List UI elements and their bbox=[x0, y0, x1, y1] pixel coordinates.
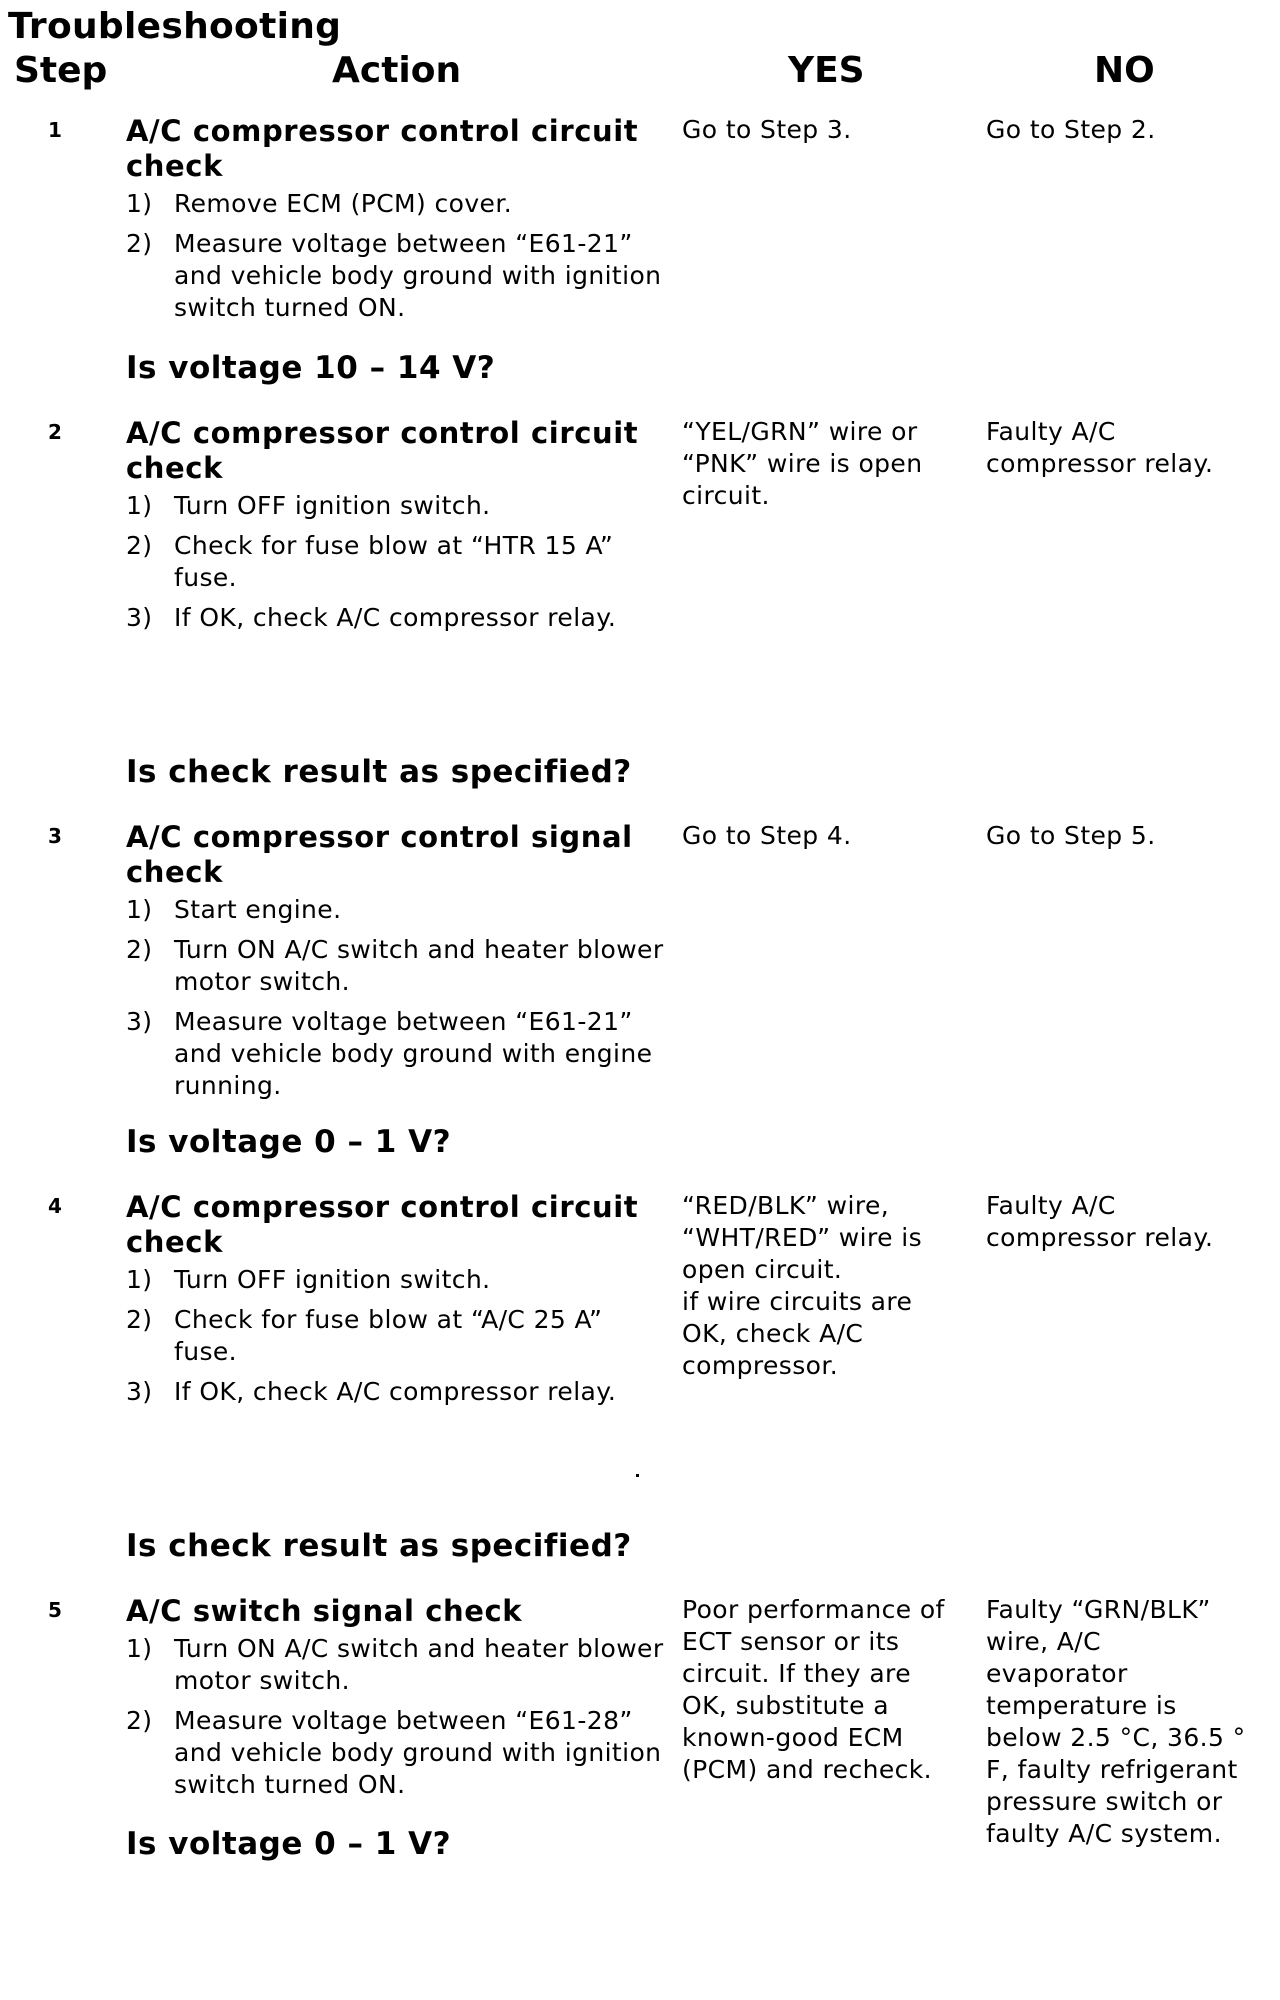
page-title: Troubleshooting bbox=[8, 6, 342, 47]
step-instructions bbox=[126, 1264, 666, 1408]
step-question: Is voltage 0 – 1 V? bbox=[126, 1124, 452, 1160]
stray-dot bbox=[636, 1474, 639, 1477]
no-result: Faulty A/C compressor relay. bbox=[986, 1191, 1214, 1252]
instruction-item bbox=[126, 188, 666, 220]
step-number: 5 bbox=[48, 1598, 62, 1622]
instruction-item bbox=[126, 1304, 666, 1368]
step-number: 1 bbox=[48, 118, 62, 142]
step-action bbox=[126, 820, 666, 1110]
instruction-text: Measure voltage between “E61-21” and vehicle body ground with engine running. bbox=[174, 1007, 653, 1100]
instruction-text: Measure voltage between “E61-28” and vehicle body ground with ignition switch turned ON. bbox=[174, 1706, 662, 1799]
step-number: 2 bbox=[48, 420, 62, 444]
step-instructions bbox=[126, 1633, 666, 1801]
step-number: 3 bbox=[48, 824, 62, 848]
yes-result: “RED/BLK” wire, “WHT/RED” wire is open circuit. if wire circuits are OK, check A/C compressor. bbox=[682, 1191, 923, 1380]
step-action bbox=[126, 1190, 666, 1416]
no-result: Go to Step 2. bbox=[986, 115, 1156, 144]
step-title: A/C compressor control circuit check bbox=[126, 114, 639, 183]
instruction-text: Turn OFF ignition switch. bbox=[174, 1265, 491, 1294]
instruction-text: Check for fuse blow at “HTR 15 A” fuse. bbox=[174, 531, 614, 592]
instruction-item bbox=[126, 1376, 666, 1408]
instruction-number: 2) bbox=[126, 531, 153, 560]
instruction-number: 3) bbox=[126, 603, 153, 632]
step-action bbox=[126, 114, 666, 332]
instruction-number: 2) bbox=[126, 1305, 153, 1334]
instruction-item bbox=[126, 894, 666, 926]
step-question: Is check result as specified? bbox=[126, 1528, 632, 1564]
instruction-number: 2) bbox=[126, 229, 153, 258]
instruction-number: 1) bbox=[126, 1634, 153, 1663]
header-no: NO bbox=[1094, 50, 1155, 91]
instruction-item bbox=[126, 490, 666, 522]
header-step: Step bbox=[14, 50, 108, 91]
instruction-text: Measure voltage between “E61-21” and vehicle body ground with ignition switch turned ON. bbox=[174, 229, 662, 322]
instruction-text: If OK, check A/C compressor relay. bbox=[174, 603, 617, 632]
step-action bbox=[126, 416, 666, 642]
instruction-text: Remove ECM (PCM) cover. bbox=[174, 189, 513, 218]
instruction-number: 3) bbox=[126, 1007, 153, 1036]
instruction-item bbox=[126, 934, 666, 998]
instruction-item bbox=[126, 1006, 666, 1102]
instruction-number: 1) bbox=[126, 895, 153, 924]
instruction-text: Turn ON A/C switch and heater blower motor switch. bbox=[174, 1634, 664, 1695]
instruction-item bbox=[126, 1705, 666, 1801]
step-title: A/C switch signal check bbox=[126, 1594, 523, 1628]
instruction-number: 2) bbox=[126, 1706, 153, 1735]
yes-result: Poor performance of ECT sensor or its circuit. If they are OK, substitute a known-good ECM (PCM) and recheck. bbox=[682, 1595, 945, 1784]
no-result: Go to Step 5. bbox=[986, 821, 1156, 850]
instruction-text: If OK, check A/C compressor relay. bbox=[174, 1377, 617, 1406]
no-result: Faulty A/C compressor relay. bbox=[986, 417, 1214, 478]
step-question: Is voltage 10 – 14 V? bbox=[126, 350, 496, 386]
yes-result: “YEL/GRN” wire or “PNK” wire is open circuit. bbox=[682, 417, 923, 510]
header-action: Action bbox=[332, 50, 462, 91]
instruction-text: Turn ON A/C switch and heater blower motor switch. bbox=[174, 935, 664, 996]
instruction-item bbox=[126, 1633, 666, 1697]
instruction-number: 3) bbox=[126, 1377, 153, 1406]
instruction-text: Check for fuse blow at “A/C 25 A” fuse. bbox=[174, 1305, 603, 1366]
step-title: A/C compressor control circuit check bbox=[126, 1190, 639, 1259]
step-action bbox=[126, 1594, 666, 1809]
step-number: 4 bbox=[48, 1194, 62, 1218]
step-question: Is voltage 0 – 1 V? bbox=[126, 1826, 452, 1862]
instruction-text: Start engine. bbox=[174, 895, 342, 924]
step-title: A/C compressor control signal check bbox=[126, 820, 633, 889]
step-title: A/C compressor control circuit check bbox=[126, 416, 639, 485]
instruction-item bbox=[126, 530, 666, 594]
step-instructions bbox=[126, 490, 666, 634]
no-result: Faulty “GRN/BLK” wire, A/C evaporator temperature is below 2.5 °C, 36.5 ° F, faulty refrigerant pressure switch or faulty A/C system. bbox=[986, 1595, 1246, 1848]
yes-result: Go to Step 4. bbox=[682, 821, 852, 850]
instruction-item bbox=[126, 1264, 666, 1296]
step-instructions bbox=[126, 894, 666, 1102]
instruction-number: 1) bbox=[126, 1265, 153, 1294]
step-instructions bbox=[126, 188, 666, 324]
instruction-item bbox=[126, 228, 666, 324]
header-yes: YES bbox=[788, 50, 865, 91]
instruction-number: 1) bbox=[126, 189, 153, 218]
instruction-number: 2) bbox=[126, 935, 153, 964]
instruction-text: Turn OFF ignition switch. bbox=[174, 491, 491, 520]
step-question: Is check result as specified? bbox=[126, 754, 632, 790]
instruction-item bbox=[126, 602, 666, 634]
yes-result: Go to Step 3. bbox=[682, 115, 852, 144]
instruction-number: 1) bbox=[126, 491, 153, 520]
